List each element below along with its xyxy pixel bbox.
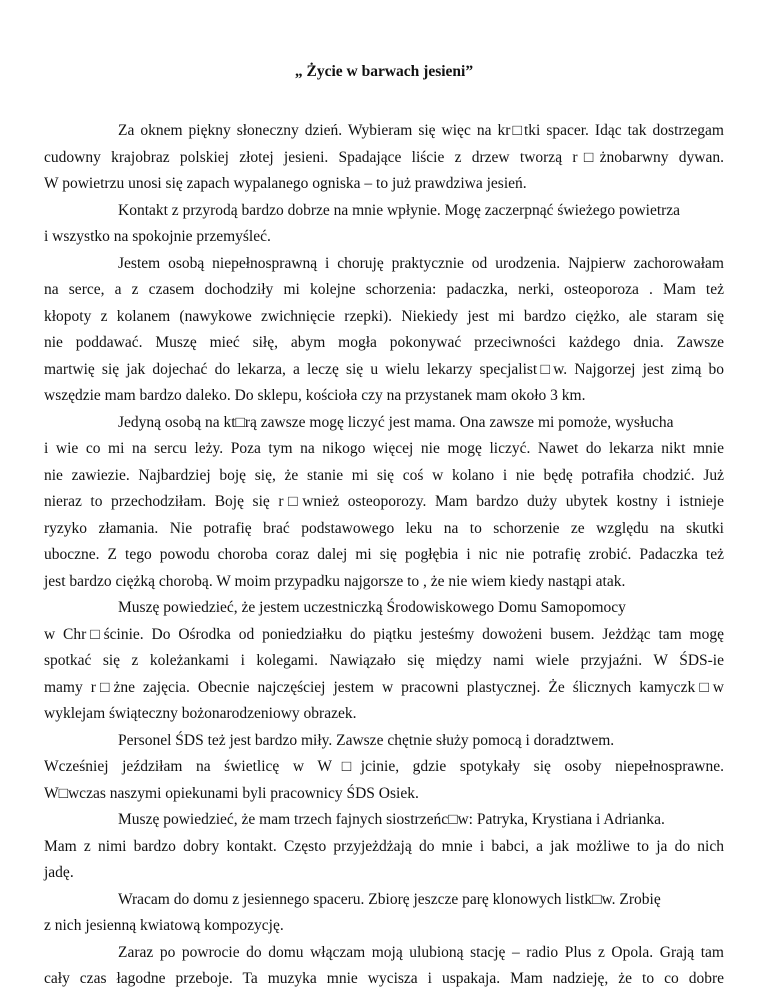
- text-line: nie zawiezie. Najbardziej boję się, że stanie mi się coś w kolano i nie będę potrafiła chodzić. Już: [44, 466, 724, 484]
- text-line: Kontakt z przyrodą bardzo dobrze na mnie wpłynie. Mogę zaczerpnąć świeżego powietrza: [118, 201, 681, 219]
- text-line: Mam z nimi bardzo dobry kontakt. Często przyjeżdżają do mnie i babci, a jak możliwe to ja do nich: [44, 837, 724, 855]
- text-line: kłopoty z kolanem (nawykowe zwichnięcie rzepki). Niekiedy jest mi bardzo ciężko, ale staram się: [44, 307, 724, 325]
- text-line: nieraz to przechodziłam. Boję się r□wnież osteoporozy. Mam bardzo duży ubytek kostny i istnieje: [44, 493, 724, 510]
- paragraph-3: [44, 251, 724, 410]
- text-line: Wcześniej jeździłam na świetlicę w W□jcinie, gdzie spotykały się osoby niepełnosprawne.: [44, 758, 724, 775]
- text-line: nie poddawać. Muszę mieć siłę, abym mogła pokonywać przeciwności każdego dnia. Zawsze: [44, 334, 724, 351]
- text-line: wyklejam świąteczny bożonarodzeniowy obrazek.: [44, 705, 357, 722]
- paragraph-9: [44, 940, 724, 993]
- text-line: Jestem osobą niepełnosprawną i choruję praktycznie od urodzenia. Najpierw zachorowałam: [118, 254, 724, 272]
- text-line: wszędzie mam bardzo daleko. Do sklepu, kościoła czy na przystanek mam około 3 km.: [44, 387, 586, 404]
- text-line: ryzyko złamania. Nie potrafię brać podstawowego leku na to schorzenie ze względu na skutki: [44, 519, 724, 537]
- text-line: w Chr□ścinie. Do Ośrodka od poniedziałku do piątku jesteśmy dowożeni busem. Jeżdżąc tam mogę: [44, 625, 724, 643]
- paragraph-5: [44, 595, 724, 728]
- document-body: [44, 118, 724, 993]
- text-line: Personel ŚDS też jest bardzo miły. Zawsze chętnie służy pomocą i doradztwem.: [118, 731, 615, 749]
- text-line: na serce, a z czasem dochodziły mi kolejne schorzenia: padaczka, nerki, osteoporoza . Mam też: [44, 281, 724, 298]
- text-line: W□wczas naszymi opiekunami byli pracownicy ŚDS Osiek.: [44, 784, 419, 802]
- text-line: Jedyną osobą na kt□rą zawsze mogę liczyć jest mama. Ona zawsze mi pomoże, wysłucha: [118, 413, 674, 431]
- text-line: W powietrzu unosi się zapach wypalanego ogniska – to już prawdziwa jesień.: [44, 175, 527, 192]
- text-line: jest bardzo ciężką chorobą. W moim przypadku najgorsze to , że nie wiem kiedy nastąpi atak.: [44, 572, 626, 590]
- paragraph-7: [44, 807, 724, 887]
- paragraph-8: [44, 887, 724, 940]
- text-line: Zaraz po powrocie do domu włączam moją ulubioną stację – radio Plus z Opola. Grają tam: [118, 943, 724, 961]
- paragraph-1: [44, 118, 724, 198]
- text-line: i wie co mi na sercu leży. Poza tym na nikogo więcej nie mogę liczyć. Nawet do lekarza nikt mnie: [44, 440, 724, 457]
- paragraph-4: [44, 410, 724, 596]
- text-line: mamy r□żne zajęcia. Obecnie najczęściej jestem w pracowni plastycznej. Że ślicznych kamyczk□w: [44, 678, 724, 696]
- text-line: i wszystko na spokojnie przemyśleć.: [44, 228, 271, 245]
- text-line: cudowny krajobraz polskiej złotej jesieni. Spadające liście z drzew tworzą r□żnobarwny dywan.: [44, 148, 724, 166]
- text-line: cały czas łagodne przeboje. Ta muzyka mnie wycisza i uspakaja. Mam nadzieję, że to co dobre: [44, 970, 724, 987]
- text-line: Wracam do domu z jesiennego spaceru. Zbiorę jeszcze parę klonowych listk□w. Zrobię: [118, 890, 661, 908]
- text-line: uboczne. Z tego powodu choroba coraz dalej mi się pogłębia i nic nie potrafię zrobić. Padaczka też: [44, 546, 724, 563]
- text-line: Za oknem piękny słoneczny dzień. Wybieram się więc na kr□tki spacer. Idąc tak dostrzegam: [118, 122, 724, 139]
- text-line: z nich jesienną kwiatową kompozycję.: [44, 917, 284, 934]
- text-line: jadę.: [44, 864, 74, 881]
- text-line: Muszę powiedzieć, że mam trzech fajnych siostrzeńc□w: Patryka, Krystiana i Adrianka.: [118, 811, 665, 828]
- paragraph-2: [44, 198, 724, 251]
- text-line: martwię się jak dojechać do lekarza, a leczę się u wielu lekarzy specjalist□w. Najgorzej jest zimą bo: [44, 360, 724, 378]
- text-line: Muszę powiedzieć, że jestem uczestniczką Środowiskowego Domu Samopomocy: [118, 599, 626, 616]
- document-title: „ Życie w barwach jesieni”: [294, 63, 474, 80]
- text-line: spotkać się z koleżankami i kolegami. Nawiązało się między nami wiele przyjaźni. W ŚDS-ie: [44, 652, 724, 669]
- paragraph-6: [44, 728, 724, 808]
